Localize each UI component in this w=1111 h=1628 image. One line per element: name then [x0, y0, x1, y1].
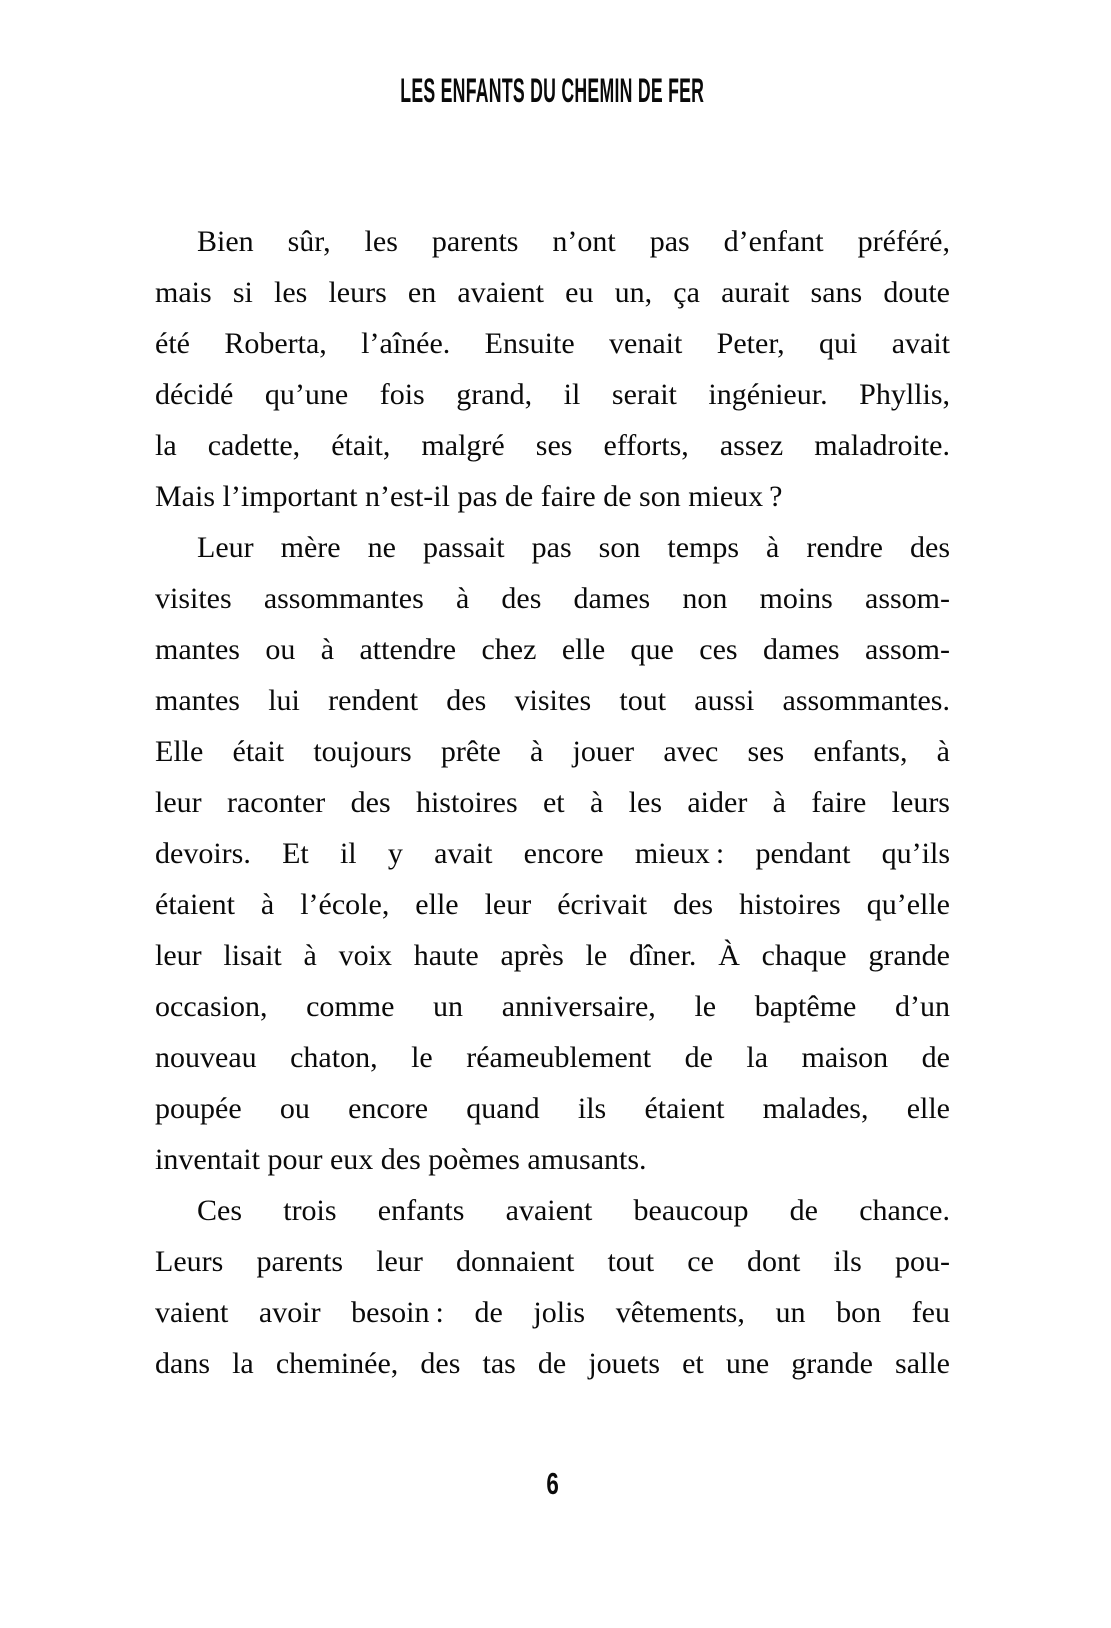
text-line: poupée ou encore quand ils étaient malades, elle — [155, 1092, 950, 1125]
text-line: la cadette, était, malgré ses efforts, assez maladroite. — [155, 429, 950, 462]
text-line: leur raconter des histoires et à les aider à faire leurs — [155, 786, 950, 819]
text-line: décidé qu’une fois grand, il serait ingénieur. Phyllis, — [155, 378, 950, 411]
page-number: 6 — [546, 1466, 559, 1501]
text-line: été Roberta, l’aînée. Ensuite venait Peter, qui avait — [155, 327, 950, 360]
text-line: devoirs. Et il y avait encore mieux : pendant qu’ils — [155, 837, 950, 870]
text-line: dans la cheminée, des tas de jouets et une grande salle — [155, 1347, 950, 1380]
text-line: vaient avoir besoin : de jolis vêtements, un bon feu — [155, 1296, 950, 1329]
body-text — [155, 216, 950, 1389]
page-footer — [155, 1468, 950, 1499]
text-line: Elle était toujours prête à jouer avec ses enfants, à — [155, 735, 950, 768]
text-line: Leur mère ne passait pas son temps à rendre des — [197, 531, 950, 564]
text-line: occasion, comme un anniversaire, le baptême d’un — [155, 990, 950, 1023]
text-line: nouveau chaton, le réameublement de la maison de — [155, 1041, 950, 1074]
running-header — [155, 74, 950, 108]
text-line: mantes ou à attendre chez elle que ces dames assom- — [155, 633, 950, 666]
text-line: mais si les leurs en avaient eu un, ça aurait sans doute — [155, 276, 950, 309]
text-line: étaient à l’école, elle leur écrivait des histoires qu’elle — [155, 888, 950, 921]
text-line: visites assommantes à des dames non moins assom- — [155, 582, 950, 615]
text-line: Ces trois enfants avaient beaucoup de chance. — [197, 1194, 950, 1227]
text-line: leur lisait à voix haute après le dîner. À chaque grande — [155, 939, 950, 972]
text-line: inventait pour eux des poèmes amusants. — [155, 1143, 647, 1176]
text-line: Bien sûr, les parents n’ont pas d’enfant préféré, — [197, 225, 950, 258]
text-line: mantes lui rendent des visites tout aussi assommantes. — [155, 684, 950, 717]
running-header-title: LES ENFANTS DU CHEMIN DE FER — [400, 72, 705, 110]
text-line: Mais l’important n’est-il pas de faire de son mieux ? — [155, 480, 783, 513]
text-line: Leurs parents leur donnaient tout ce dont ils pou- — [155, 1245, 950, 1278]
